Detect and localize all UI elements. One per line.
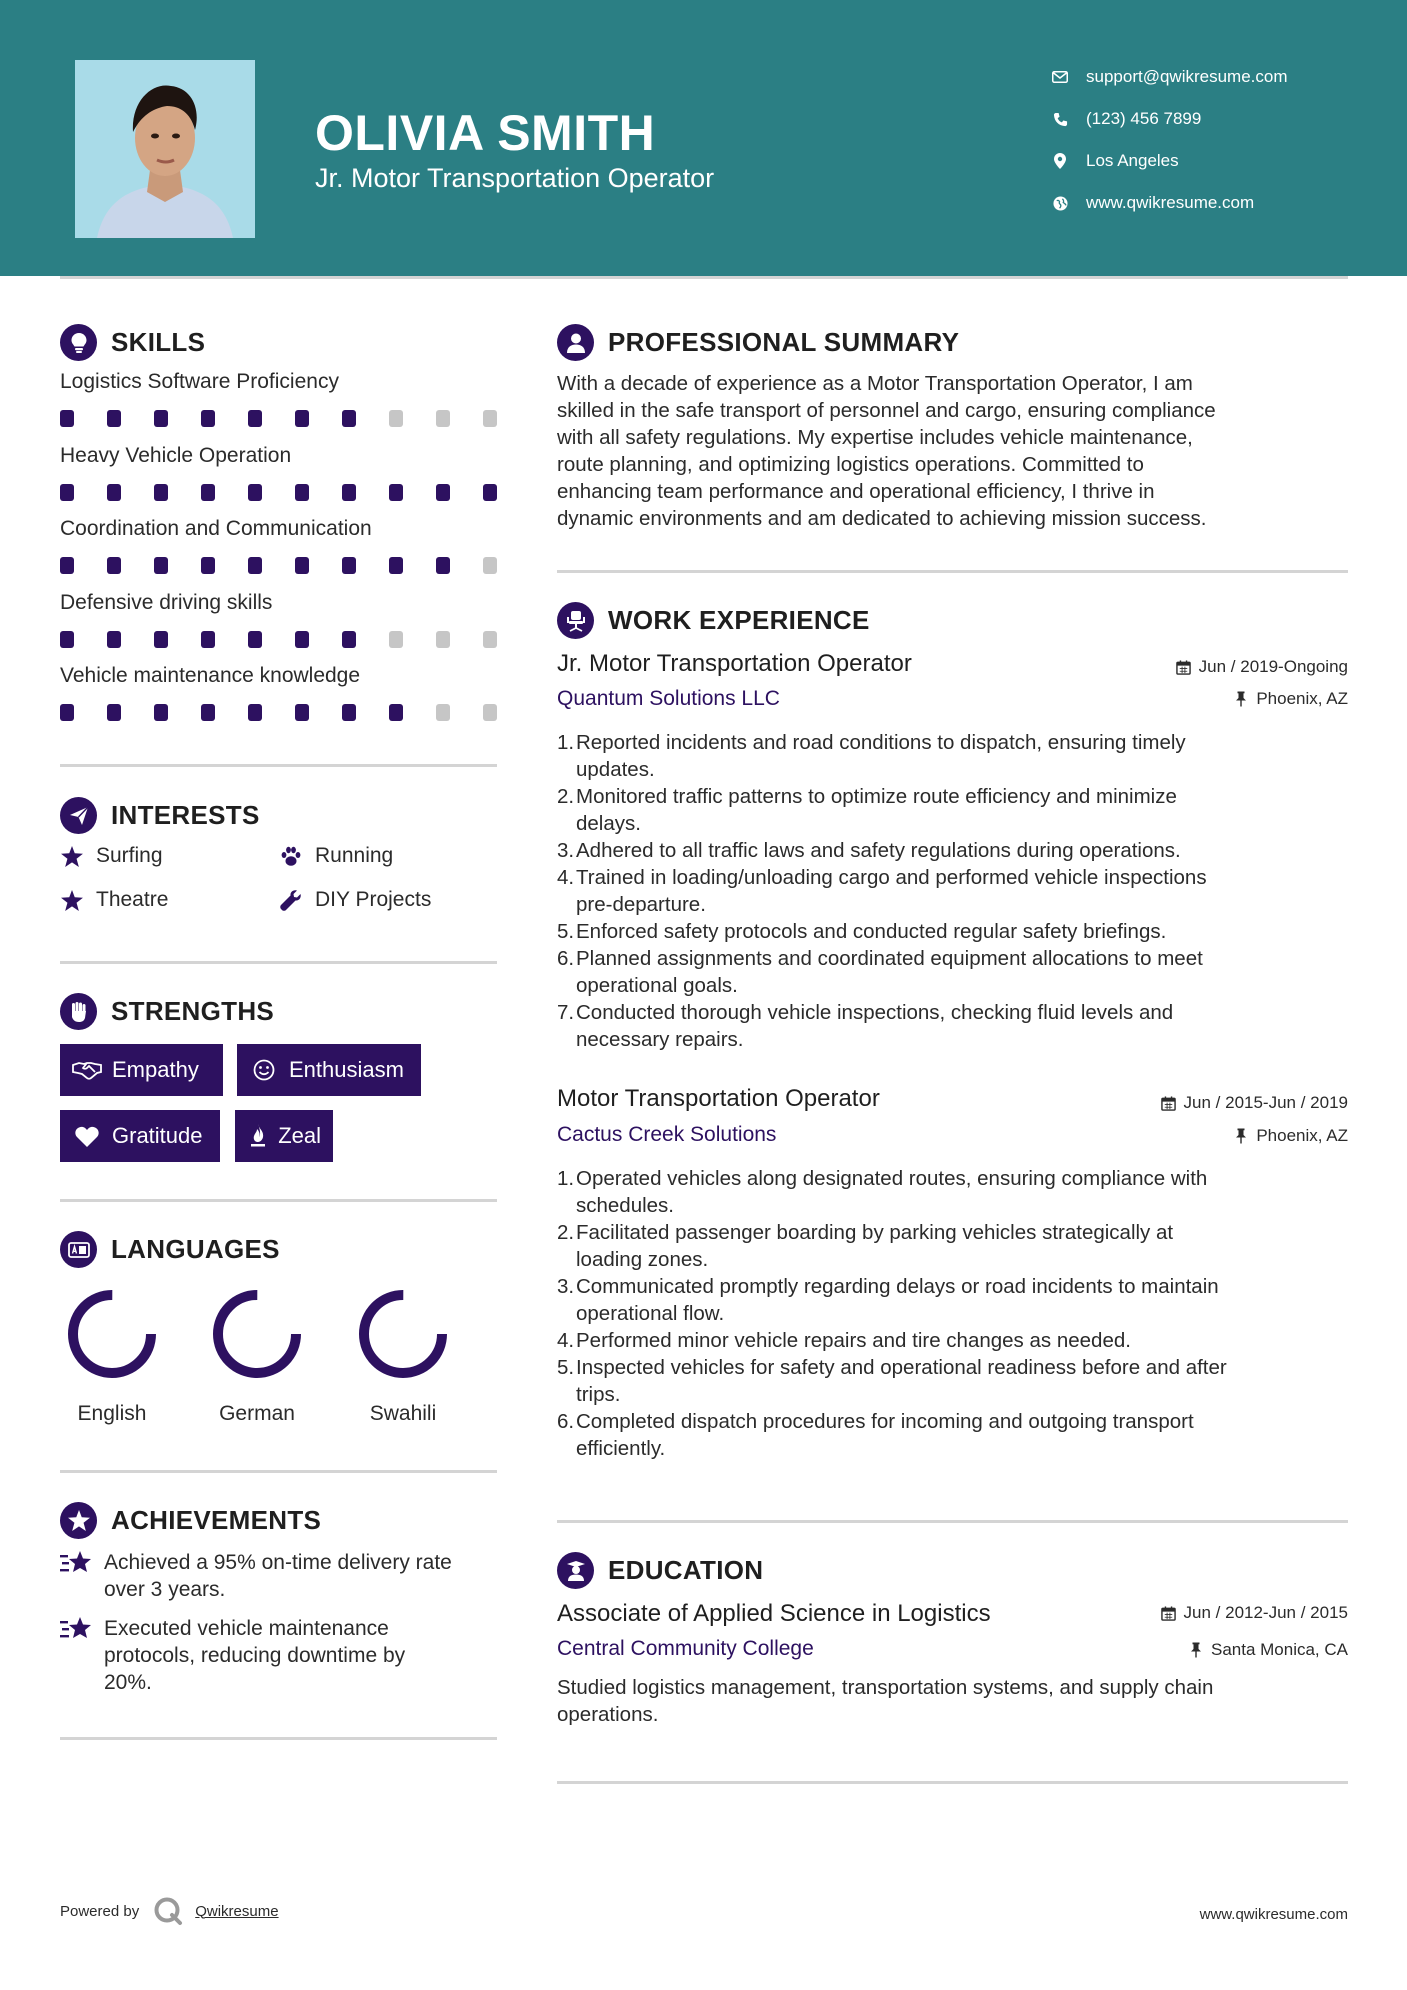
skill-dot-empty [483,631,497,648]
duty-number: 6. [557,1410,575,1433]
language-ring [66,1288,158,1380]
skill-name: Defensive driving skills [60,590,273,614]
duty-number: 3. [557,1275,575,1298]
language-ring [211,1288,303,1380]
language-level-arc [364,1295,442,1373]
duty-number: 4. [557,866,575,889]
language-item [348,1288,458,1426]
strength-label: Empathy [112,1057,199,1082]
header-divider [60,276,1348,279]
section-divider [557,570,1348,573]
education-heading [557,1552,763,1589]
duty-number: 6. [557,947,575,970]
heart-icon [72,1124,102,1148]
skill-dot-filled [389,704,403,721]
company-name: Quantum Solutions LLC [557,687,780,710]
skill-dot-filled [483,484,497,501]
skill-dot-filled [154,631,168,648]
skill-dot-filled [248,704,262,721]
achievement-text: Executed vehicle maintenance protocols, reducing downtime by 20%. [104,1617,406,1694]
language-name: Swahili [369,1402,437,1425]
job-dates: Jun / 2019-Ongoing [1176,657,1348,677]
section-divider [60,1199,497,1202]
job-title: Jr. Motor Transportation Operator [557,650,912,677]
job-duties-list [557,729,1347,1053]
skill-item [60,591,500,648]
section-divider [60,1737,497,1740]
interest-item [279,888,431,912]
duty-text: Planned assignments and coordinated equipment allocations to meet operational goals. [576,947,1203,997]
skill-dot-filled [436,557,450,574]
skills-heading [60,324,205,361]
section-divider [60,961,497,964]
skill-dot-filled [107,410,121,427]
duty-number: 2. [557,1221,575,1244]
interest-item [279,844,393,868]
job-duty [557,729,1347,783]
skill-name: Vehicle maintenance knowledge [60,664,361,687]
skills-title: SKILLS [111,327,206,357]
shooting-star-icon [60,1615,94,1643]
job-location: Phoenix, AZ [1233,689,1348,709]
duty-number: 4. [557,1329,575,1352]
duty-text: Adhered to all traffic laws and safety regulations during operations. [576,839,1181,862]
skill-dot-filled [295,410,309,427]
strengths-title: STRENGTHS [111,996,275,1026]
interest-label: Theatre [96,888,169,911]
skill-rating [60,484,497,501]
duty-text: Reported incidents and road conditions to dispatch, ensuring timely updates. [576,731,1186,781]
skill-rating [60,557,497,574]
map-pin-icon [1050,151,1070,171]
language-item [202,1288,312,1426]
skill-dot-filled [248,631,262,648]
education-description: Studied logistics management, transportation systems, and supply chain operations. [557,1676,1214,1726]
resume-header [0,0,1407,276]
achievements-heading [60,1502,321,1539]
duty-number: 2. [557,785,575,808]
strength-label: Zeal [278,1123,321,1148]
strengths-heading [60,993,274,1030]
job-duty [557,1408,1347,1462]
language-ring [357,1288,449,1380]
contact-list [1050,56,1370,224]
language-level-arc [218,1295,296,1373]
skill-dot-filled [295,557,309,574]
job-duty [557,1165,1347,1219]
pushpin-icon [1188,1642,1204,1658]
candidate-name: OLIVIA SMITH [315,105,656,161]
experience-title: WORK EXPERIENCE [608,605,870,635]
profile-photo [75,60,255,238]
skill-dot-filled [389,484,403,501]
languages-title: LANGUAGES [111,1234,280,1264]
school-name: Central Community College [557,1637,814,1660]
strength-label: Enthusiasm [289,1057,404,1082]
skill-dot-filled [389,557,403,574]
wrench-icon [279,888,303,912]
skill-dot-filled [201,704,215,721]
skill-item [60,664,500,721]
skill-dot-filled [248,557,262,574]
skill-dot-filled [60,704,74,721]
pushpin-icon [1233,1128,1249,1144]
section-divider [60,1470,497,1473]
job-title: Motor Transportation Operator [557,1085,880,1112]
strength-badge [235,1110,333,1162]
phone-icon [1050,109,1070,129]
skill-dot-filled [60,557,74,574]
skill-item [60,444,500,501]
contact-email-text: support@qwikresume.com [1086,67,1288,86]
qwikresume-link[interactable]: Qwikresume [195,1902,279,1920]
duty-text: Monitored traffic patterns to optimize route efficiency and minimize delays. [576,785,1177,835]
duty-text: Operated vehicles along designated routes, ensuring compliance with schedules. [576,1167,1208,1217]
job-duty [557,1354,1347,1408]
graduate-icon [557,1552,594,1589]
duty-number: 7. [557,1001,575,1024]
duty-number: 1. [557,1167,575,1190]
strength-badge [60,1110,220,1162]
interests-title: INTERESTS [111,800,260,830]
skill-dot-empty [436,410,450,427]
job-duty [557,864,1347,918]
duty-number: 1. [557,731,575,754]
contact-website[interactable] [1050,182,1370,224]
achievement-item [60,1549,500,1603]
interest-item [60,888,168,912]
skill-dot-filled [60,484,74,501]
achievements-title: ACHIEVEMENTS [111,1505,322,1535]
skill-rating [60,631,497,648]
skill-name: Coordination and Communication [60,517,372,540]
skill-dot-filled [154,484,168,501]
skill-dot-empty [389,631,403,648]
section-divider [557,1781,1348,1784]
interest-label: Running [315,844,394,867]
interests-heading [60,797,260,834]
calendar-icon [1176,659,1192,675]
language-icon [60,1231,97,1268]
section-divider [557,1520,1348,1523]
duty-number: 3. [557,839,575,862]
skill-dot-filled [295,484,309,501]
achievement-item [60,1615,500,1696]
language-item [57,1288,167,1426]
skill-dot-filled [154,410,168,427]
skill-dot-empty [436,704,450,721]
education-title: EDUCATION [608,1555,764,1585]
job-duty [557,945,1347,999]
lightbulb-icon [60,324,97,361]
calendar-icon [1161,1605,1177,1621]
contact-email[interactable] [1050,56,1370,98]
job-duty [557,999,1347,1053]
skill-dot-filled [107,631,121,648]
skill-dot-filled [60,410,74,427]
experience-heading [557,602,870,639]
skill-dot-filled [342,631,356,648]
job-duty [557,1219,1347,1273]
user-icon [557,324,594,361]
language-name: English [77,1402,147,1425]
skill-rating [60,410,497,427]
job-duty [557,1327,1347,1354]
duty-text: Trained in loading/unloading cargo and performed vehicle inspections pre-departure. [576,866,1207,916]
skill-dot-filled [295,704,309,721]
skill-dot-filled [201,631,215,648]
duty-text: Communicated promptly regarding delays or road incidents to maintain operational flow. [576,1275,1219,1325]
skill-dot-filled [436,484,450,501]
duty-text: Facilitated passenger boarding by parking vehicles strategically at loading zones. [576,1221,1174,1271]
strength-badge [60,1044,223,1096]
job-duties-list [557,1165,1347,1462]
education-location: Santa Monica, CA [1188,1640,1348,1660]
job-duty [557,783,1347,837]
star-icon [60,888,84,912]
fire-icon [247,1124,268,1148]
summary-text: With a decade of experience as a Motor Transportation Operator, I am skilled in the safe transport of personnel and cargo, ensuring compliance with all safety regulations. My expertise includes vehicle maintenance, route planning, and optimizing logistics operations. Committed to enhancing team performance and operational efficiency, I thrive in dynamic environments and am dedicated to achieving mission success. [557,372,1216,530]
duty-text: Completed dispatch procedures for incoming and outgoing transport efficiently. [576,1410,1194,1460]
star-badge-icon [60,1502,97,1539]
skill-dot-filled [201,410,215,427]
skill-dot-filled [201,557,215,574]
language-name: German [219,1402,295,1425]
section-divider [60,764,497,767]
calendar-icon [1161,1095,1177,1111]
job-duty [557,837,1347,864]
skill-dot-filled [342,704,356,721]
job-duty [557,918,1347,945]
strength-badge [237,1044,421,1096]
handshake-icon [72,1058,102,1082]
skill-name: Heavy Vehicle Operation [60,443,292,467]
company-name: Cactus Creek Solutions [557,1123,777,1146]
skill-dot-filled [201,484,215,501]
skill-dot-empty [389,410,403,427]
skill-name: Logistics Software Proficiency [60,370,339,393]
duty-number: 5. [557,920,575,943]
candidate-role: Jr. Motor Transportation Operator [315,163,715,193]
skill-dot-filled [107,557,121,574]
education-dates: Jun / 2012-Jun / 2015 [1161,1603,1348,1623]
degree-title: Associate of Applied Science in Logistics [557,1600,991,1627]
duty-text: Conducted thorough vehicle inspections, checking fluid levels and necessary repairs. [576,1001,1174,1051]
skill-dot-empty [483,557,497,574]
contact-location-text: Los Angeles [1086,151,1179,170]
contact-phone[interactable] [1050,98,1370,140]
job-duty [557,1273,1347,1327]
envelope-icon [1050,67,1070,87]
smile-icon [249,1058,279,1082]
skill-dot-filled [342,410,356,427]
duty-text: Enforced safety protocols and conducted regular safety briefings. [576,920,1167,943]
footer-website[interactable]: www.qwikresume.com [1199,1906,1348,1923]
office-chair-icon [557,602,594,639]
summary-title: PROFESSIONAL SUMMARY [608,327,960,357]
skill-dot-filled [60,631,74,648]
skill-dot-empty [483,704,497,721]
shooting-star-icon [60,1549,94,1577]
contact-phone-text: (123) 456 7899 [1086,109,1202,128]
skill-dot-filled [107,704,121,721]
skill-dot-filled [295,631,309,648]
skill-item [60,517,500,574]
skill-dot-filled [154,704,168,721]
duty-number: 5. [557,1356,575,1379]
language-level-arc [73,1295,151,1373]
skill-dot-empty [483,410,497,427]
skill-dot-filled [248,410,262,427]
interest-label: Surfing [96,844,163,867]
strength-label: Gratitude [112,1123,203,1148]
skill-dot-filled [154,557,168,574]
skill-dot-filled [107,484,121,501]
interest-item [60,844,163,868]
qwikresume-logo-icon [153,1896,183,1926]
skill-dot-empty [436,631,450,648]
contact-location [1050,140,1370,182]
powered-by-text: Powered by [60,1902,140,1920]
skill-rating [60,704,497,721]
pushpin-icon [1233,691,1249,707]
skill-dot-filled [342,484,356,501]
summary-heading [557,324,959,361]
contact-website-text: www.qwikresume.com [1086,193,1255,212]
duty-text: Performed minor vehicle repairs and tire changes as needed. [576,1329,1131,1352]
job-location: Phoenix, AZ [1233,1126,1348,1146]
achievement-text: Achieved a 95% on-time delivery rate over 3 years. [104,1551,452,1601]
paw-icon [279,844,303,868]
languages-heading [60,1231,280,1268]
skill-dot-filled [248,484,262,501]
footer-powered-by [60,1896,279,1926]
job-dates: Jun / 2015-Jun / 2019 [1161,1093,1348,1113]
skill-dot-filled [342,557,356,574]
globe-icon [1050,193,1070,213]
raised-fist-icon [60,993,97,1030]
paper-plane-icon [60,797,97,834]
interest-label: DIY Projects [315,888,432,911]
duty-text: Inspected vehicles for safety and operational readiness before and after trips. [576,1356,1227,1406]
star-icon [60,844,84,868]
skill-item [60,370,500,427]
